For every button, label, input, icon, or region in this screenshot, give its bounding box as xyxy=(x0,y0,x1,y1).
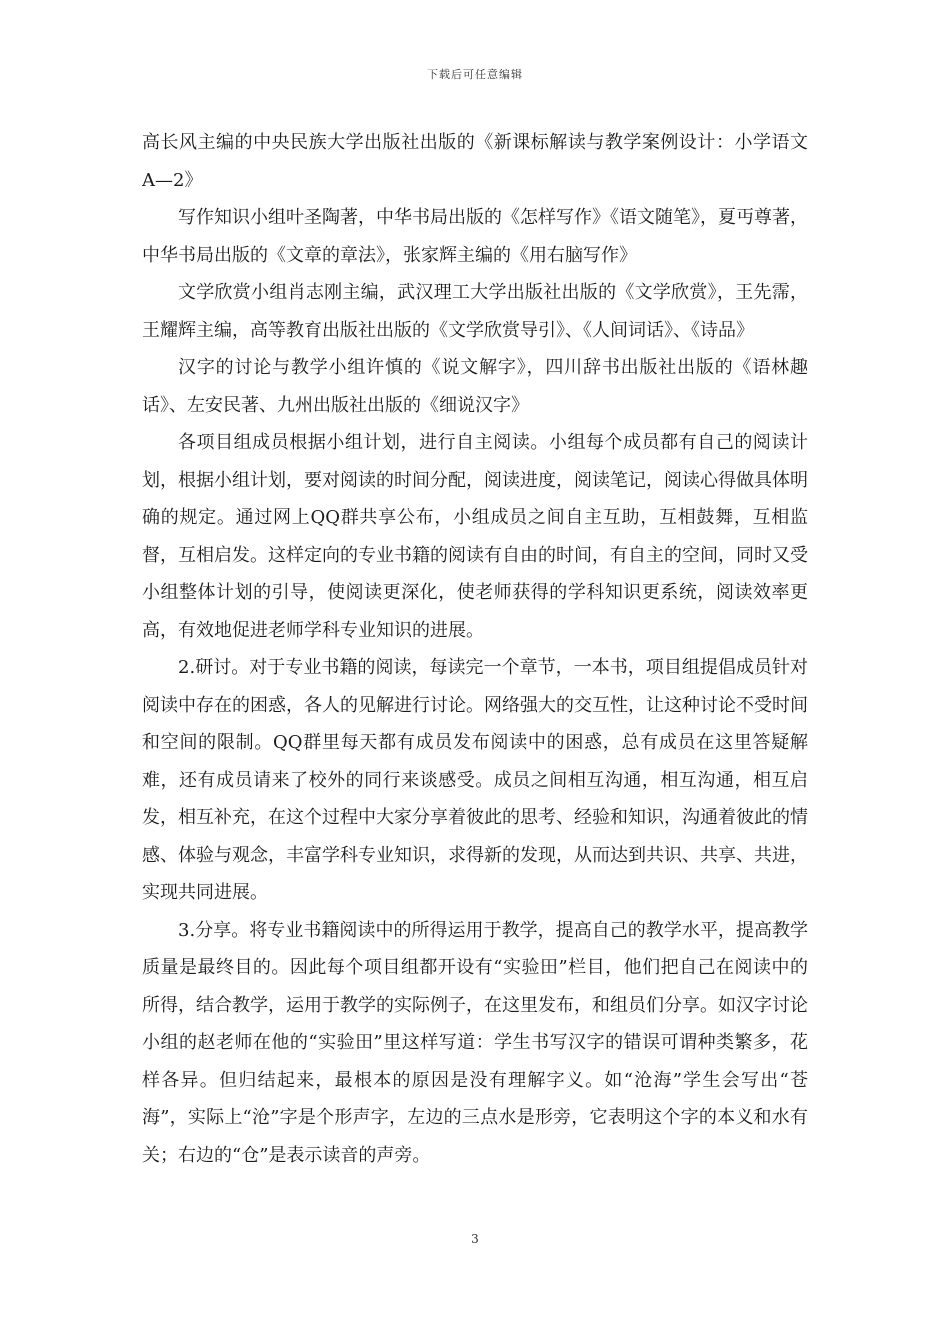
paragraph-sharing: 3.分享。将专业书籍阅读中的所得运用于教学，提高自己的教学水平，提高教学质量是最终目的。因此每个项目组都开设有“实验田”栏目，他们把自己在阅读中的所得，结合教学，运用于教学的实际例子，在这里发布，和组员们分享。如汉字讨论小组的赵老师在他的“实验田”里这样写道：学生书写汉字的错误可谓种类繁多，花样各异。但归结起来，最根本的原因是没有理解字义。如“沧海”学生会写出“苍海”，实际上“沧”字是个形声字，左边的三点水是形旁，它表明这个字的本义和水有关；右边的“仓”是表示读音的声旁。 xyxy=(142,919,808,1166)
page-number: 3 xyxy=(471,1232,479,1246)
paragraph-self-reading: 各项目组成员根据小组计划，进行自主阅读。小组每个成员都有自己的阅读计划，根据小组计划，要对阅读的时间分配，阅读进度，阅读笔记，阅读心得做具体明确的规定。通过网上QQ群共享公布，小组成员之间自主互助，互相鼓舞，互相监督，互相启发。这样定向的专业书籍的阅读有自由的时间，有自主的空间，同时又受小组整体计划的引导，使阅读更深化，使老师获得的学科知识更系统，阅读效率更高，有效地促进老师学科专业知识的进展。 xyxy=(142,432,808,641)
header-note: 下载后可任意编辑 xyxy=(427,68,523,81)
paragraph-book-list-continued: 高长风主编的中央民族大学出版社出版的《新课标解读与教学案例设计：小学语文 A—2》 xyxy=(142,132,808,191)
paragraph-discussion: 2.研讨。对于专业书籍的阅读，每读完一个章节，一本书，项目组提倡成员针对阅读中存在的困惑，各人的见解进行讨论。网络强大的交互性，让这种讨论不受时间和空间的限制。QQ群里每天都有成员发布阅读中的困惑，总有成员在这里答疑解难，还有成员请来了校外的同行来谈感受。成员之间相互沟通，相互沟通，相互启发，相互补充，在这个过程中大家分享着彼此的思考、经验和知识，沟通着彼此的情感、体验与观念，丰富学科专业知识，求得新的发现，从而达到共识、共享、共进，实现共同进展。 xyxy=(142,657,808,903)
document-body xyxy=(142,124,808,1174)
paragraph-hanzi-group: 汉字的讨论与教学小组许慎的《说文解字》，四川辞书出版社出版的《语林趣话》、左安民著、九州出版社出版的《细说汉字》 xyxy=(142,357,808,416)
paragraph-literature-group: 文学欣赏小组肖志刚主编，武汉理工大学出版社出版的《文学欣赏》，王先霈，王耀辉主编，高等教育出版社出版的《文学欣赏导引》、《人间词话》、《诗品》 xyxy=(142,282,808,341)
paragraph-writing-group: 写作知识小组叶圣陶著，中华书局出版的《怎样写作》《语文随笔》，夏丏尊著，中华书局出版的《文章的章法》，张家辉主编的《用右脑写作》 xyxy=(142,207,808,266)
